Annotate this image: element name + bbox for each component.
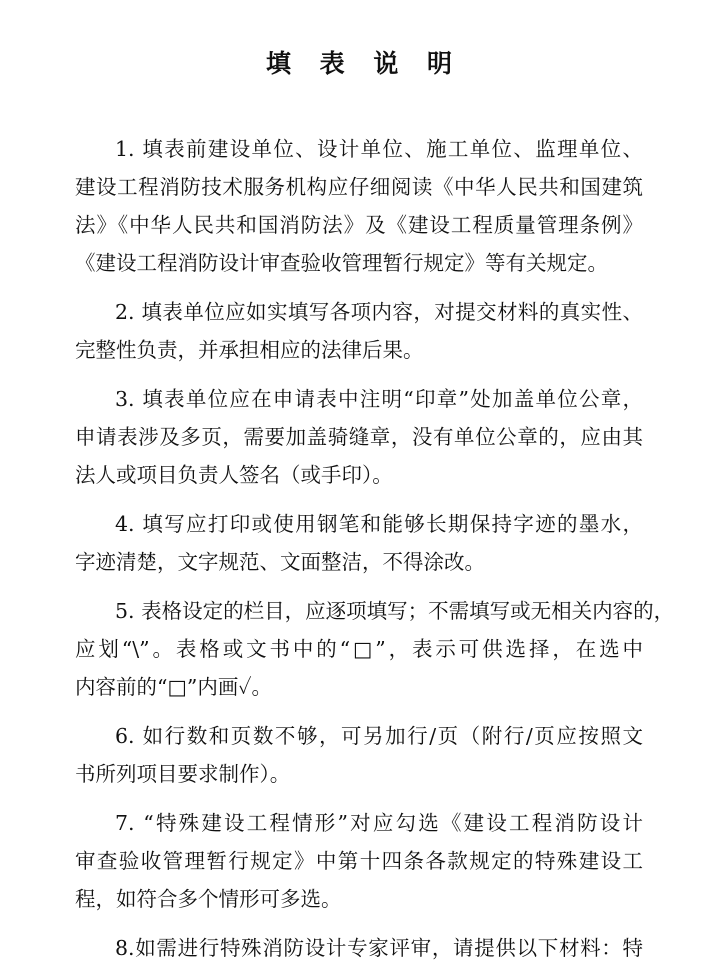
paragraph-line: 建设工程消防技术服务机构应仔细阅读《中华人民共和国建筑 [75,175,643,199]
instruction-paragraph-4 [75,505,643,581]
paragraph-line: 7. “特殊建设工程情形”对应勾选《建设工程消防设计 [115,811,643,835]
paragraph-line: 8.如需进行特殊消防设计专家评审，请提供以下材料：特 [115,936,643,960]
instruction-paragraph-8 [75,929,643,967]
paragraph-line: 4. 填写应打印或使用钢笔和能够长期保持字迹的墨水， [115,512,643,536]
instructions-body [75,130,675,978]
instruction-paragraph-1 [75,130,643,282]
paragraph-line: 字迹清楚，文字规范、文面整洁，不得涂改。 [75,550,485,574]
paragraph-line: 审查验收管理暂行规定》中第十四条各款规定的特殊建设工 [75,849,643,873]
paragraph-line: 3. 填表单位应在申请表中注明“印章”处加盖单位公章， [115,387,643,411]
paragraph-line: 内容前的“□”内画✓。 [75,675,273,699]
paragraph-line: 应划“\”。表格或文书中的“□”，表示可供选择，在选中 [75,637,643,661]
paragraph-line: 申请表涉及多页，需要加盖骑缝章，没有单位公章的，应由其 [75,425,643,449]
paragraph-line: 5. 表格设定的栏目，应逐项填写；不需填写或无相关内容的， [115,599,675,623]
paragraph-line: 法人或项目负责人签名（或手印）。 [75,463,393,487]
paragraph-line: 程，如符合多个情形可多选。 [75,887,342,911]
instruction-paragraph-6 [75,717,643,793]
paragraph-line: 6. 如行数和页数不够，可另加行/页（附行/页应按照文 [115,724,643,748]
instruction-paragraph-2 [75,293,643,369]
instruction-paragraph-7 [75,804,643,918]
paragraph-line: 《建设工程消防设计审查验收管理暂行规定》等有关规定。 [75,251,608,275]
instruction-paragraph-3 [75,380,643,494]
paragraph-line: 2. 填表单位应如实填写各项内容，对提交材料的真实性、 [115,300,643,324]
paragraph-line: 1. 填表前建设单位、设计单位、施工单位、监理单位、 [115,137,643,161]
instruction-paragraph-5 [75,592,675,706]
paragraph-line: 书所列项目要求制作）。 [75,762,291,786]
paragraph-line: 完整性负责，并承担相应的法律后果。 [75,338,424,362]
paragraph-line: 法》《中华人民共和国消防法》及《建设工程质量管理条例》 [75,213,643,237]
document-title: 填 表 说 明 [265,49,463,78]
